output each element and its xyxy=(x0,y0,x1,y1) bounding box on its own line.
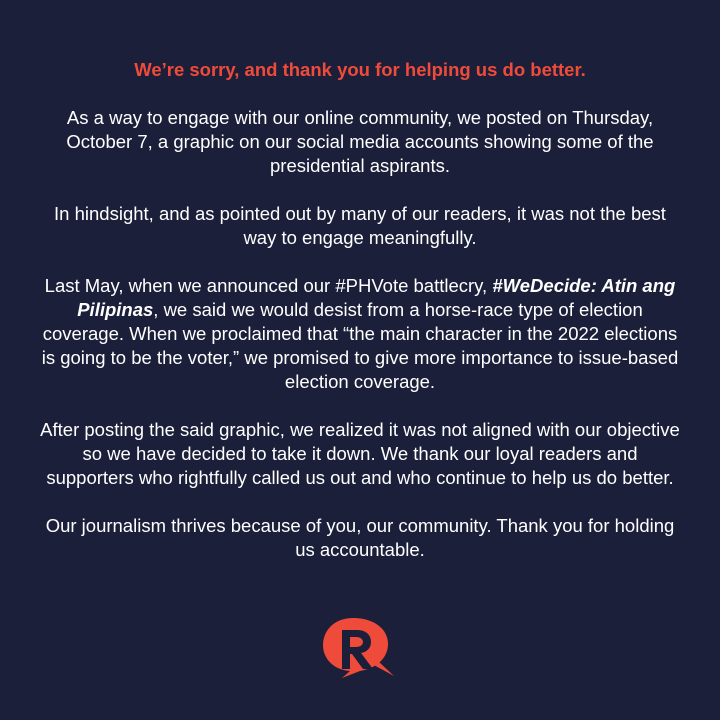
paragraph-hindsight: In hindsight, and as pointed out by many of our readers, it was not the best way to engage meaningfully. xyxy=(54,203,666,248)
hashtag-wedecide: #WeDecide: Atin ang Pilipinas xyxy=(77,275,676,320)
apology-statement xyxy=(40,58,680,586)
paragraph-closing: Our journalism thrives because of you, our community. Thank you for holding us accountable. xyxy=(45,515,675,560)
paragraph-battlecry-end: , we said we would desist from a horse-race type of election coverage. When we proclaimed that “the main character in the 2022 elections is going to be the voter,” we promised to give more importance to issue-based election coverage. xyxy=(41,299,679,392)
paragraph-announcement: As a way to engage with our online community, we posted on Thursday, October 7, a graphic on our social media accounts showing some of the presidential aspirants. xyxy=(66,107,654,176)
paragraph-battlecry-start: Last May, when we announced our #PHVote battlecry, xyxy=(44,275,493,296)
paragraph-takedown: After posting the said graphic, we realized it was not aligned with our objective so we have decided to take it down. We thank our loyal readers and supporters who rightfully called us out and who continue to help us do better. xyxy=(40,419,680,488)
paragraph-battlecry xyxy=(40,274,680,394)
headline: We’re sorry, and thank you for helping us do better. xyxy=(134,59,586,80)
rappler-logo-icon xyxy=(320,614,398,680)
logo-tail-shape xyxy=(372,661,394,676)
